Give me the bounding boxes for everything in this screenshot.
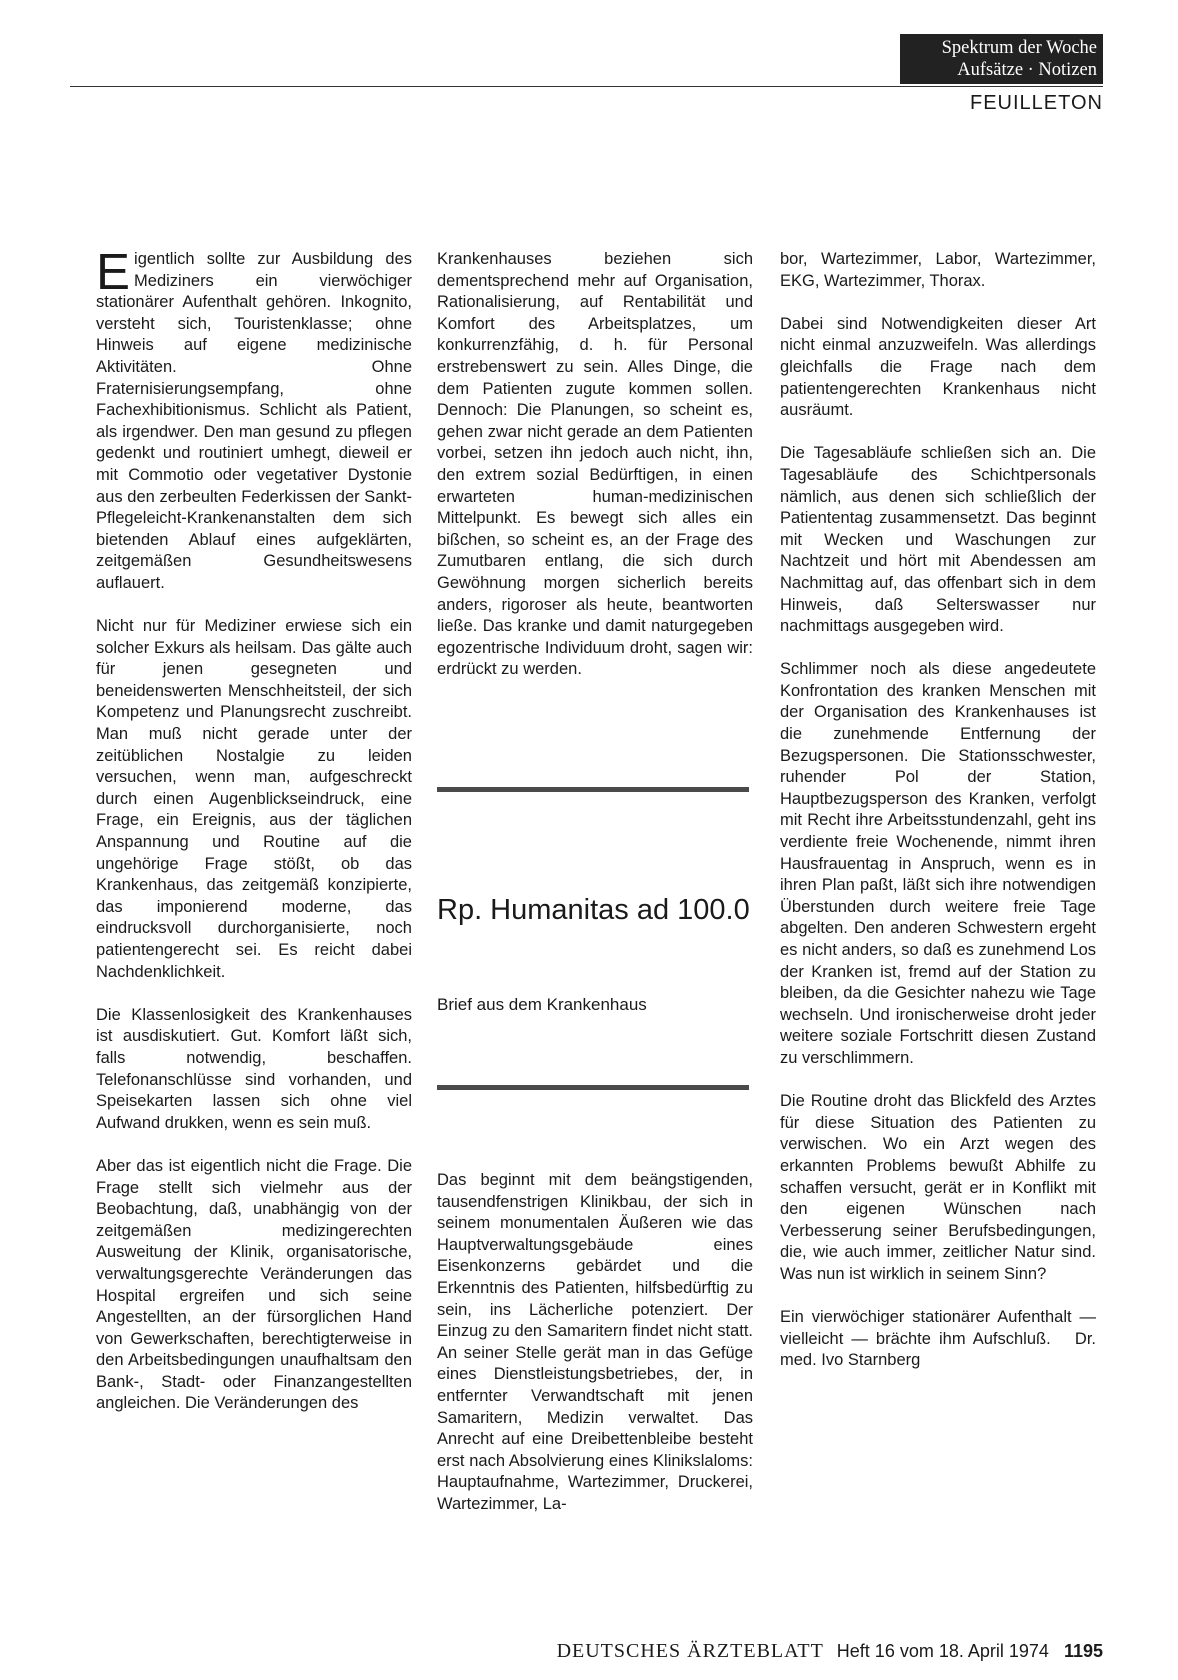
article-subtitle: Brief aus dem Krankenhaus — [437, 995, 647, 1014]
rubric-line-1: Spektrum der Woche — [941, 38, 1097, 58]
paragraph — [96, 243, 412, 595]
title-rule-top — [437, 787, 749, 792]
rubric-line-2: Aufsätze · Notizen — [957, 60, 1097, 80]
paragraph: Krankenhauses beziehen sich dementsprechend mehr auf Organisation, Rationalisierung, auf Rentabilität und Komfort des Arbeitsplatzes, um konkurrenzfähig, d. h. für Personal erstrebenswert zu sein. Alles Dinge, die dem Patienten zugute kommen sollen. Dennoch: Die Planungen, so scheint es, gehen zwar nicht gerade an dem Patienten vorbei, setzen ihn jedoch auch nicht, ihn, den extrem sozial Bedürftigen, in einen erwarteten human-medizinischen Mittelpunkt. Es bewegt sich alles ein bißchen, so scheint es, an der Frage des Zumutbaren entlang, die sich durch Gewöhnung morgen sicherlich bereits anders, rigoroser als heute, beantworten ließe. Das kranke und damit naturgegeben egozentrische Individuum droht, sagen wir: erdrückt zu werden. — [437, 250, 753, 679]
article-title: Rp. Humanitas ad 100.0 — [437, 894, 750, 926]
paragraph-text: Ein vierwöchiger stationärer Aufenthalt — vielleicht — brächte ihm Aufschluß. — [780, 1308, 1096, 1348]
paragraph-text: igentlich sollte zur Ausbildung des Mediziners ein vierwöchiger stationärer Aufenthalt gehören. Inkognito, versteht sich, Touristenklasse; ohne Hinweis auf eigene medizinische Aktivitäten. Ohne Fraternisierungsempfang, ohne Fachexhibitionismus. Schlicht als Patient, als irgendwer. Den man gesund zu pflegen gedenkt und routiniert umhegt, dieweil er mit Commotio oder vegetativer Dystonie aus den zerbeulten Federkissen der Sankt-Pflegeleicht-Krankenanstalten dem sich bietenden Ablauf eines aufgeklärten, zeitgemäßen Gesundheitswesens auflauert. — [96, 250, 412, 592]
paragraph: Nicht nur für Mediziner erwiese sich ein solcher Exkurs als heilsam. Das gälte auch für jenen gesegneten und beneidenswerten Menschheitsteil, der sich Kompetenz und Planungsrecht zuschreibt. Man muß nicht gerade unter der zeitüblichen Nostalgie zu leiden versuchen, wenn man, aufgeschreckt durch einen Augenblickseindruck, eine Frage, ein Ereignis, aus der täglichen Anspannung und Routine auf die ungehörige Frage stößt, ob das Krankenhaus, das zeitgemäß konzipierte, das imponierend moderne, das eindrucksvoll durchorganisierte, noch patientengerecht sei. Es reicht dabei Nachdenklichkeit. — [96, 617, 412, 981]
section-rubric — [900, 34, 1103, 84]
paragraph: Die Tagesabläufe schließen sich an. Die Tagesabläufe des Schichtpersonals nämlich, aus denen sich schließlich der Patiententag zusammensetzt. Das beginnt mit Wecken und Waschungen zur Nachtzeit und hört mit Abendessen am Nachmittag auf, das offenbart sich in dem Hinweis, daß Selterswasser nur nachmittags ausgegeben wird. — [780, 444, 1096, 636]
drop-cap: E — [96, 243, 131, 300]
author-name: Dr. med. Ivo Starnberg — [780, 1329, 1096, 1370]
paragraph: Das beginnt mit dem beängstigenden, tausendfenstrigen Klinikbau, der sich in seinem monumentalen Äußeren wie das Hauptverwaltungsgebäude eines Eisenkonzerns gebärdet und die Erkenntnis des Patienten, hilfsbedürftig zu sein, ins Lächerliche potenziert. Der Einzug zu den Samaritern findet nicht statt. An seiner Stelle gerät man in das Gefüge eines Dienstleistungsbetriebes, der, in entfernter Verwandtschaft mit jenen Samaritern, Medizin verwaltet. Das Anrecht auf eine Dreibettenbleibe besteht erst nach Absolvierung eines Klinikslaloms: Hauptaufnahme, Wartezimmer, Druckerei, Wartezimmer, La- — [437, 1171, 753, 1513]
page-number: 1195 — [1063, 1641, 1103, 1661]
paragraph: bor, Wartezimmer, Labor, Wartezimmer, EKG, Wartezimmer, Thorax. — [780, 250, 1096, 290]
header-rule — [70, 86, 1103, 87]
paragraph — [780, 1307, 1096, 1372]
paragraph: Aber das ist eigentlich nicht die Frage. Die Frage stellt sich vielmehr aus der Beobachtung, daß, unabhängig von der zeitgemäßen medizingerechten Ausweitung der Klinik, organisatorische, verwaltungsgerechte Veränderungen das Hospital ergreifen und sich seine Angestellten, an der fürsorglichen Hand von Gewerkschaften, berechtigterweise in den Arbeitsbedingungen unaufhaltsam den Bank-, Stadt- oder Finanzangestellten angleichen. Die Veränderungen des — [96, 1156, 412, 1413]
issue-info: Heft 16 vom 18. April 1974 — [836, 1641, 1049, 1661]
section-label: FEUILLETON — [970, 92, 1103, 114]
page-footer — [557, 1640, 1103, 1663]
title-rule-bottom — [437, 1085, 749, 1090]
paragraph: Die Routine droht das Blickfeld des Arztes für diese Situation des Patienten zu verwischen. Wo ein Arzt wegen des erkannten Problems bewußt Abhilfe zu schaffen versucht, gerät er in Konflikt mit den eigenen Wünschen nach Verbesserung seiner Berufsbedingungen, die, wie auch immer, zeitlicher Natur sind. Was nun ist wirklich in seinem Sinn? — [780, 1092, 1096, 1283]
column-1 — [96, 243, 412, 1437]
paragraph: Dabei sind Notwendigkeiten dieser Art nicht einmal anzuzweifeln. Was allerdings gleichfalls die Frage nach dem patientengerechten Krankenhaus nicht ausräumt. — [780, 314, 1096, 420]
paragraph: Die Klassenlosigkeit des Krankenhauses ist ausdiskutiert. Gut. Komfort läßt sich, falls notwendig, beschaffen. Telefonanschlüsse sind vorhanden, und Speisekarten lassen sich ohne viel Aufwand drukken, wenn es sein muß. — [96, 1005, 412, 1132]
paragraph: Schlimmer noch als diese angedeutete Konfrontation des kranken Menschen mit der Organisation des Krankenhauses ist die zunehmende Entfernung der Bezugspersonen. Die Stationsschwester, ruhender Pol der Station, Hauptbezugsperson des Kranken, verfolgt mit Recht ihre Arbeitsstundenzahl, geht ins verdiente freie Wochenende, nimmt ihren Hausfrauentag in Anspruch, wenn es in ihren Plan paßt, läßt sich ihre notwendigen Überstunden durch weitere freie Tage abgelten. Den anderen Schwestern ergeht es nicht anders, so daß es zunehmend Los der Kranken ist, fremd auf der Station zu bleiben, da die Gesichter nahezu wie Tage wechseln. Und ironischerweise droht jeder weitere soziale Fortschritt diesen Zustand zu verschlimmern. — [780, 660, 1096, 1067]
column-3 — [780, 249, 1096, 1393]
column-2-bottom — [437, 1170, 753, 1537]
column-2-top — [437, 249, 753, 702]
journal-name: DEUTSCHES ÄRZTEBLATT — [556, 1640, 824, 1662]
